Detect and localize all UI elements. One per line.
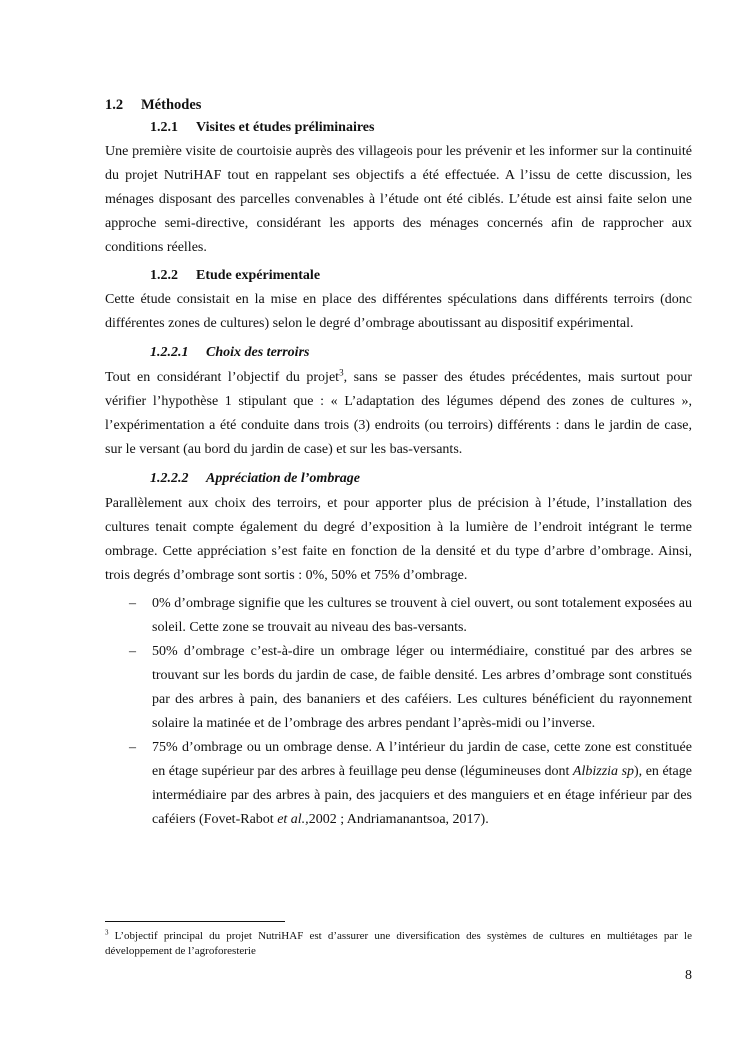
subsection-number: 1.2.1 (150, 120, 178, 135)
text-run: 75% d’ombrage ou un ombrage dense. A l’intérieur du jardin de case, cette zone est constituée en étage supérieur par des arbres à feuillage peu dense (légumineuses dont (152, 740, 692, 779)
dash-bullet: – (129, 596, 136, 611)
subsection-heading-etude (105, 264, 692, 288)
footnote-mark: 3 (105, 928, 109, 937)
species-name: Albizzia sp (572, 764, 635, 779)
list-item (105, 592, 692, 640)
subsection-title: Etude expérimentale (196, 268, 321, 283)
footnote-text: L’objectif principal du projet NutriHAF est d’assurer une diversification des systèmes de cultures en multiétages par le développement de l’agroforesterie (105, 930, 692, 957)
footnote-reference: 3 (339, 367, 344, 378)
subsubsection-heading-ombrage (105, 466, 692, 492)
paragraph-ombrage: Parallèlement aux choix des terroirs, et pour apporter plus de précision à l’étude, l’installation des cultures tenait compte également du degré d’exposition à la lumière de l’endroit intégrant le terme ombrage. Cette appréciation s’est faite en fonction de la densité et du type d’arbre d’ombrage. Ainsi, trois degrés d’ombrage sont sortis : 0%, 50% et 75% d’ombrage. (105, 496, 692, 583)
section-heading (105, 94, 692, 116)
dash-bullet: – (129, 644, 136, 659)
text-run: , sans se passer des études précédentes, mais surtout pour vérifier l’hypothèse 1 stipulant que : « L’adaptation des légumes dépend des zones de cultures », l’expérimentation a été conduite dans trois (3) endroits (ou terroirs) différents : dans le jardin de case, sur le versant (au bord du jardin de case) et sur les bas-versants. (105, 370, 692, 457)
page-body (105, 94, 692, 832)
list-item (105, 736, 692, 832)
paragraph-etude: Cette étude consistait en la mise en place des différentes spéculations dans différents terroirs (donc différentes zones de cultures) selon le degré d’ombrage aboutissant au dispositif expérimental. (105, 292, 692, 331)
subsubsection-title: Choix des terroirs (206, 345, 310, 360)
shade-level-list (105, 592, 692, 832)
subsection-title: Visites et études préliminaires (196, 120, 375, 135)
paragraph-terroirs (105, 366, 692, 462)
text-run: ), en étage intermédiaire par des arbres à pain, des jacquiers et des manguiers et en étage inférieur par des caféiers (Fovet-Rabot (152, 764, 692, 827)
paragraph-visites: Une première visite de courtoisie auprès des villageois pour les prévenir et les informer sur la continuité du projet NutriHAF tout en rappelant ses objectifs a été effectuée. A l’issu de cette discussion, les ménages disposant des parcelles convenables à l’étude ont été ciblés. L’étude est ainsi faite selon une approche semi-directive, considérant les apports des ménages concernés afin de rapprocher aux conditions réelles. (105, 144, 692, 255)
subsection-heading-visites (105, 116, 692, 140)
section-number: 1.2 (105, 97, 124, 113)
text-run: 2002 ; Andriamanantsoa, 2017). (308, 812, 489, 827)
citation-etal: et al., (277, 812, 309, 827)
list-item (105, 640, 692, 736)
list-item-text: 0% d’ombrage signifie que les cultures se trouvent à ciel ouvert, ou sont totalement exposées au soleil. Cette zone se trouvait au niveau des bas-versants. (152, 596, 692, 635)
footnote-separator (105, 921, 285, 922)
subsection-number: 1.2.2 (150, 268, 178, 283)
section-title: Méthodes (141, 97, 202, 113)
text-run: Tout en considérant l’objectif du projet (105, 370, 340, 385)
page-number: 8 (685, 968, 692, 983)
subsubsection-number: 1.2.2.1 (150, 345, 189, 360)
dash-bullet: – (129, 740, 136, 755)
subsubsection-title: Appréciation de l’ombrage (206, 471, 360, 486)
subsubsection-heading-terroirs (105, 340, 692, 366)
footnote (105, 929, 692, 959)
list-item-text: 50% d’ombrage c’est-à-dire un ombrage léger ou intermédiaire, constitué par des arbres se trouvant sur les bords du jardin de case, de faible densité. Les arbres d’ombrage sont constitués par des arbres à pain, des bananiers et des caféiers. Les cultures bénéficient du rayonnement solaire la matinée et de l’ombrage des arbres pendant l’après-midi ou l’inverse. (152, 644, 692, 731)
subsubsection-number: 1.2.2.2 (150, 471, 189, 486)
